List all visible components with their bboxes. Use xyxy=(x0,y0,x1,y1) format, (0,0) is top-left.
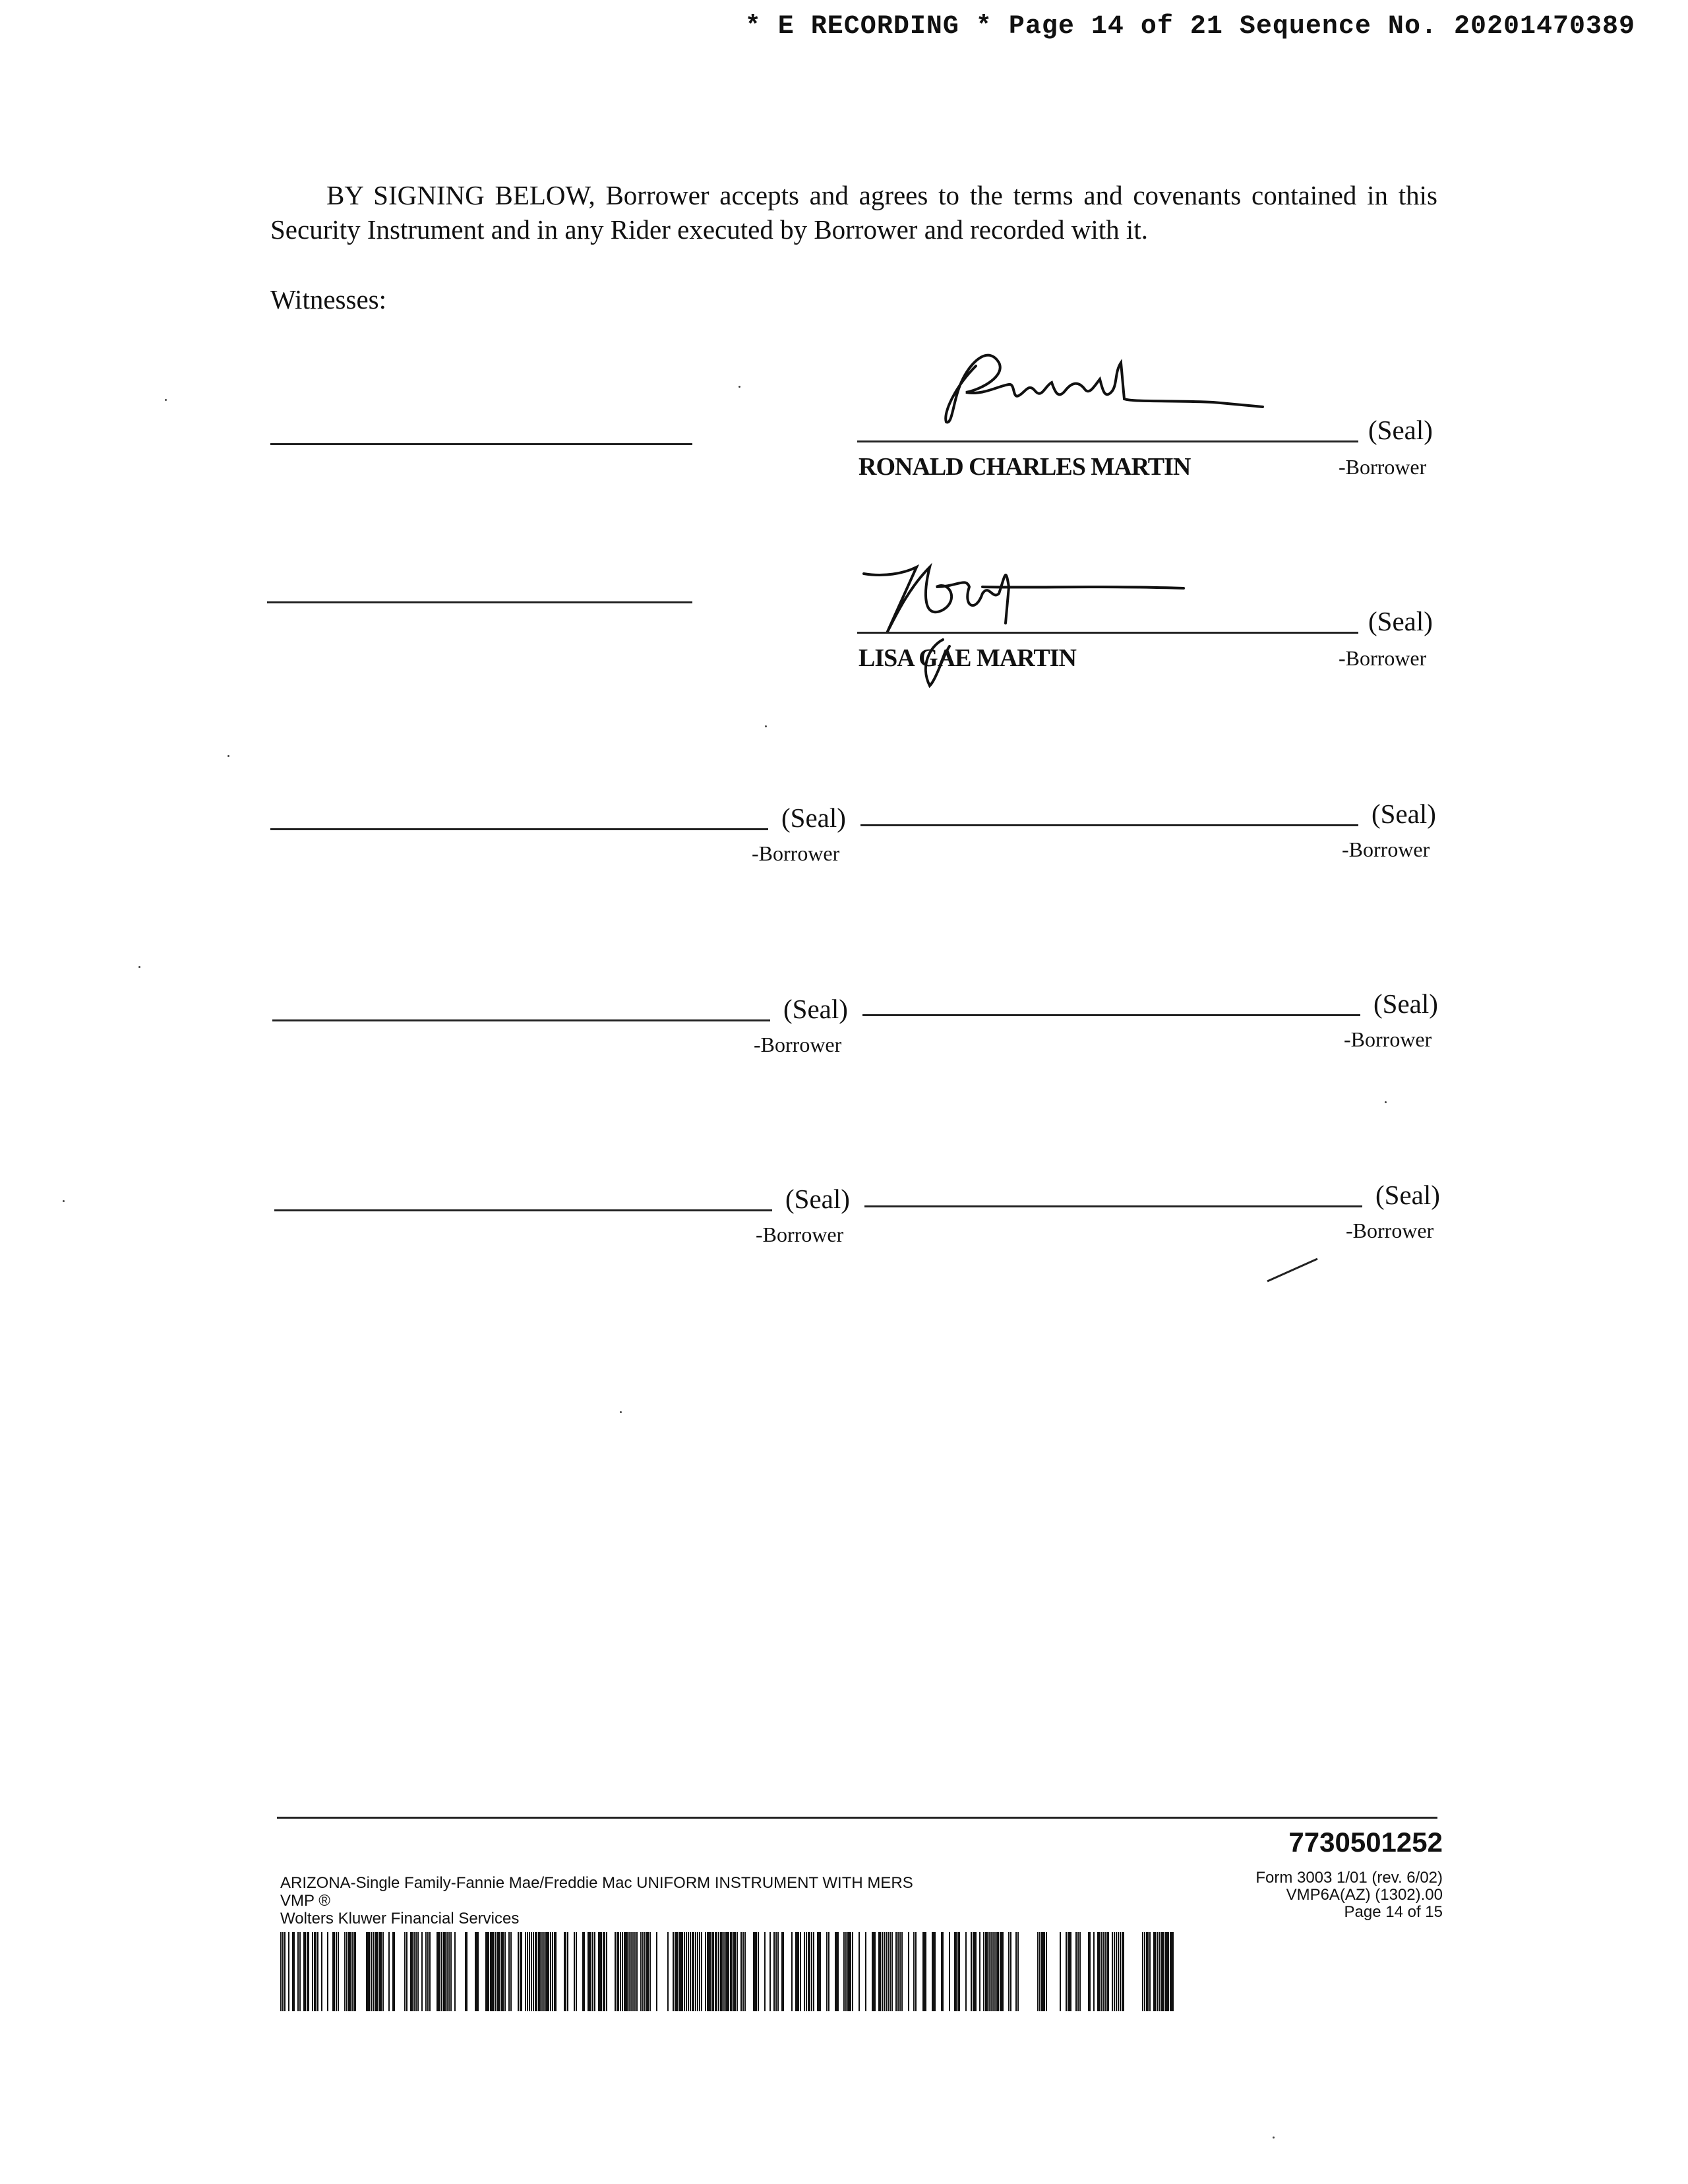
barcode-bar xyxy=(1010,1932,1011,2011)
barcode-bar xyxy=(697,1932,698,2011)
barcode-bar xyxy=(475,1932,479,2011)
barcode-bar xyxy=(406,1932,407,2011)
barcode-bar xyxy=(932,1932,936,2011)
publisher: Wolters Kluwer Financial Services xyxy=(280,1910,520,1927)
barcode-bar xyxy=(886,1932,887,2011)
barcode-bar xyxy=(624,1932,628,2011)
borrower-signature-line xyxy=(860,824,1358,826)
barcode-bar xyxy=(284,1932,286,2011)
barcode-bar xyxy=(634,1932,636,2011)
barcode-bar xyxy=(617,1932,619,2011)
barcode-bar xyxy=(490,1932,494,2011)
barcode-bar xyxy=(646,1932,649,2011)
barcode-bar xyxy=(1106,1932,1109,2011)
barcode-bar xyxy=(954,1932,957,2011)
scan-speck xyxy=(63,1200,65,1202)
barcode-bar xyxy=(826,1932,828,2011)
barcode-bar xyxy=(725,1932,729,2011)
barcode-bar xyxy=(720,1932,723,2011)
barcode-bar xyxy=(1068,1932,1071,2011)
barcode-bar xyxy=(695,1932,696,2011)
vmp-mark: VMP ® xyxy=(280,1892,330,1910)
barcode-bar xyxy=(723,1932,725,2011)
barcode-bar xyxy=(288,1932,289,2011)
barcode-bar xyxy=(699,1932,700,2011)
barcode-bar xyxy=(889,1932,891,2011)
barcode-bar xyxy=(673,1932,674,2011)
barcode-bar xyxy=(872,1932,876,2011)
barcode-bar xyxy=(1100,1932,1102,2011)
barcode-bar xyxy=(804,1932,805,2011)
barcode-bar xyxy=(388,1932,390,2011)
barcode-bar xyxy=(495,1932,496,2011)
barcode-bar xyxy=(994,1932,996,2011)
barcode-bar xyxy=(835,1932,839,2011)
barcode-bar xyxy=(527,1932,528,2011)
barcode-bar xyxy=(1015,1932,1017,2011)
scan-speck xyxy=(165,399,167,401)
barcode-bar xyxy=(957,1932,960,2011)
barcode-bar xyxy=(504,1932,506,2011)
signing-statement xyxy=(270,178,1437,247)
barcode-bar xyxy=(730,1932,733,2011)
barcode-bar xyxy=(636,1932,638,2011)
barcode-bar xyxy=(1160,1932,1164,2011)
barcode-bar xyxy=(280,1932,282,2011)
barcode-bar xyxy=(346,1932,347,2011)
barcode-bar xyxy=(640,1932,642,2011)
barcode-bar xyxy=(1075,1932,1077,2011)
barcode-bar xyxy=(392,1932,395,2011)
barcode-bar xyxy=(913,1932,915,2011)
barcode-bar xyxy=(740,1932,742,2011)
form-info xyxy=(1255,1869,1443,1921)
barcode-bar xyxy=(769,1932,771,2011)
scan-speck xyxy=(738,386,740,388)
borrower-role-label: -Borrower xyxy=(754,1033,842,1056)
barcode-bar xyxy=(941,1932,944,2011)
barcode-bar xyxy=(845,1932,847,2011)
scan-speck xyxy=(620,1411,622,1413)
barcode-bar xyxy=(777,1932,779,2011)
barcode-bar xyxy=(1165,1932,1169,2011)
seal-label: (Seal) xyxy=(785,1184,850,1214)
barcode-bar xyxy=(446,1932,448,2011)
borrower-role-label: -Borrower xyxy=(1339,455,1427,479)
barcode-bar xyxy=(701,1932,702,2011)
barcode-bar xyxy=(427,1932,429,2011)
borrower-signature-line xyxy=(864,1205,1362,1207)
barcode-bar xyxy=(437,1932,440,2011)
barcode-bar xyxy=(485,1932,489,2011)
barcode-bar xyxy=(336,1932,337,2011)
seal-label: (Seal) xyxy=(1372,799,1436,829)
barcode-bar xyxy=(351,1932,353,2011)
barcode-bar xyxy=(690,1932,691,2011)
seal-label: (Seal) xyxy=(781,803,846,833)
barcode-bar xyxy=(417,1932,419,2011)
barcode-bar xyxy=(990,1932,992,2011)
barcode-bar xyxy=(576,1932,577,2011)
barcode-bar xyxy=(1118,1932,1119,2011)
stray-pen-mark xyxy=(1266,1256,1319,1286)
barcode-bar xyxy=(314,1932,316,2011)
barcode-bar xyxy=(800,1932,801,2011)
barcode-bar xyxy=(684,1932,685,2011)
barcode-bar xyxy=(535,1932,537,2011)
borrower-role-label: -Borrower xyxy=(1344,1027,1432,1051)
barcode-bar xyxy=(1112,1932,1113,2011)
barcode-bar xyxy=(742,1932,744,2011)
barcode-bar xyxy=(344,1932,346,2011)
barcode-bar xyxy=(791,1932,793,2011)
seal-label: (Seal) xyxy=(1368,415,1433,445)
barcode-bar xyxy=(628,1932,630,2011)
barcode-bar xyxy=(828,1932,829,2011)
barcode-bar xyxy=(366,1932,370,2011)
barcode-bar xyxy=(588,1932,591,2011)
barcode-bar xyxy=(508,1932,510,2011)
barcode-bar xyxy=(667,1932,669,2011)
page-number: Page 14 of 15 xyxy=(1344,1903,1443,1921)
barcode-bar xyxy=(686,1932,687,2011)
barcode-bar xyxy=(545,1932,549,2011)
barcode-bar xyxy=(531,1932,532,2011)
barcode-bar xyxy=(988,1932,990,2011)
barcode-bar xyxy=(598,1932,602,2011)
borrower-role-label: -Borrower xyxy=(1339,646,1427,670)
barcode-bar xyxy=(297,1932,299,2011)
barcode-bar xyxy=(603,1932,605,2011)
form-description xyxy=(280,1874,913,1927)
barcode-bar xyxy=(707,1932,711,2011)
barcode-bar xyxy=(1060,1932,1061,2011)
barcode-bar xyxy=(895,1932,897,2011)
borrower-1-signature xyxy=(936,340,1279,435)
footer-rule xyxy=(277,1817,1437,1819)
barcode-bar xyxy=(443,1932,446,2011)
borrower-signature-line xyxy=(272,1019,770,1021)
barcode-bar xyxy=(901,1932,903,2011)
barcode-bar xyxy=(1046,1932,1047,2011)
barcode-bar xyxy=(282,1932,284,2011)
barcode-bar xyxy=(1122,1932,1124,2011)
barcode-bar xyxy=(327,1932,328,2011)
barcode-bar xyxy=(541,1932,543,2011)
barcode-bar xyxy=(379,1932,382,2011)
barcode-bar xyxy=(622,1932,623,2011)
borrower-signature-line xyxy=(270,828,768,830)
barcode-bar xyxy=(781,1932,784,2011)
barcode-bar xyxy=(382,1932,384,2011)
borrower-2-signature-line xyxy=(857,632,1358,634)
barcode-bar xyxy=(992,1932,994,2011)
barcode-bar xyxy=(1114,1932,1115,2011)
borrower-1-signature-line xyxy=(857,440,1358,442)
barcode-bar xyxy=(1008,1932,1010,2011)
barcode-bar xyxy=(632,1932,634,2011)
barcode-bar xyxy=(1079,1932,1081,2011)
barcode-bar xyxy=(1102,1932,1104,2011)
borrower-role-label: -Borrower xyxy=(1346,1219,1434,1242)
barcode-bar xyxy=(594,1932,595,2011)
barcode-bar xyxy=(979,1932,980,2011)
seal-label: (Seal) xyxy=(1375,1180,1440,1210)
barcode-bar xyxy=(897,1932,899,2011)
form-code: VMP6A(AZ) (1302).00 xyxy=(1286,1886,1443,1904)
barcode-bar xyxy=(753,1932,757,2011)
barcode-bar xyxy=(1037,1932,1039,2011)
barcode-bar xyxy=(733,1932,736,2011)
barcode-bar xyxy=(649,1932,651,2011)
barcode-bar xyxy=(332,1932,335,2011)
seal-label: (Seal) xyxy=(1373,988,1438,1019)
barcode-bar xyxy=(550,1932,551,2011)
barcode-bar xyxy=(915,1932,917,2011)
borrower-signature-line xyxy=(274,1209,772,1211)
loan-number: 7730501252 xyxy=(1288,1827,1443,1858)
barcode-bar xyxy=(533,1932,534,2011)
barcode-bar xyxy=(415,1932,417,2011)
borrower-role-label: -Borrower xyxy=(756,1223,844,1246)
barcode-bar xyxy=(448,1932,450,2011)
witness-line-1 xyxy=(270,443,692,445)
barcode-bar xyxy=(692,1932,694,2011)
barcode-bar xyxy=(811,1932,812,2011)
barcode-bar xyxy=(375,1932,378,2011)
barcode-bar xyxy=(348,1932,351,2011)
barcode-bar xyxy=(582,1932,585,2011)
barcode-bar xyxy=(843,1932,845,2011)
barcode-bar xyxy=(758,1932,759,2011)
barcode-bar xyxy=(644,1932,646,2011)
barcode-bar xyxy=(1144,1932,1145,2011)
barcode-bar xyxy=(543,1932,545,2011)
barcode-bar xyxy=(1104,1932,1106,2011)
barcode-bar xyxy=(1142,1932,1143,2011)
barcode-bar xyxy=(775,1932,777,2011)
barcode-bar xyxy=(996,1932,999,2011)
barcode-bar xyxy=(525,1932,526,2011)
barcode-bar xyxy=(1093,1932,1095,2011)
barcode-bar xyxy=(538,1932,541,2011)
barcode-bar xyxy=(425,1932,427,2011)
barcode-bar xyxy=(321,1932,322,2011)
recording-header: * E RECORDING * Page 14 of 21 Sequence No. 20201470389 xyxy=(744,12,1635,42)
barcode-bar xyxy=(764,1932,766,2011)
barcode-bar xyxy=(891,1932,893,2011)
seal-label: (Seal) xyxy=(783,994,848,1024)
barcode-graphic xyxy=(280,1932,1177,2011)
borrower-1-printed-name: RONALD CHARLES MARTIN xyxy=(859,453,1191,481)
barcode-bar xyxy=(1066,1932,1067,2011)
barcode-bar xyxy=(554,1932,557,2011)
barcode-bar xyxy=(1017,1932,1019,2011)
barcode-bar xyxy=(1000,1932,1004,2011)
barcode-bar xyxy=(307,1932,309,2011)
barcode-bar xyxy=(1116,1932,1117,2011)
barcode-bar xyxy=(985,1932,988,2011)
barcode-bar xyxy=(983,1932,984,2011)
barcode-bar xyxy=(501,1932,504,2011)
barcode-bar xyxy=(773,1932,775,2011)
barcode-bar xyxy=(711,1932,714,2011)
barcode-bar xyxy=(852,1932,853,2011)
barcode-bar xyxy=(1170,1932,1174,2011)
barcode-bar xyxy=(1149,1932,1151,2011)
barcode-bar xyxy=(1041,1932,1045,2011)
barcode-bar xyxy=(882,1932,883,2011)
barcode-bar xyxy=(679,1932,683,2011)
barcode-bar xyxy=(450,1932,452,2011)
barcode-bar xyxy=(808,1932,810,2011)
barcode-bar xyxy=(1159,1932,1160,2011)
barcode-bar xyxy=(688,1932,689,2011)
barcode-bar xyxy=(454,1932,456,2011)
borrower-signature-line xyxy=(862,1014,1360,1016)
borrower-2-signature xyxy=(857,547,1200,702)
scan-speck xyxy=(1273,2137,1275,2138)
barcode-bar xyxy=(292,1932,295,2011)
barcode-bar xyxy=(865,1932,866,2011)
barcode-bar xyxy=(413,1932,415,2011)
barcode-bar xyxy=(615,1932,616,2011)
barcode-bar xyxy=(299,1932,301,2011)
barcode-bar xyxy=(1077,1932,1079,2011)
barcode-bar xyxy=(421,1932,423,2011)
barcode-bar xyxy=(497,1932,500,2011)
barcode-bar xyxy=(567,1932,568,2011)
borrower-2-printed-name: LISA GAE MARTIN xyxy=(859,644,1076,672)
barcode-bar xyxy=(908,1932,909,2011)
witness-line-2 xyxy=(267,601,692,603)
barcode-bar xyxy=(564,1932,566,2011)
barcode-bar xyxy=(429,1932,431,2011)
barcode-bar xyxy=(353,1932,356,2011)
barcode-bar xyxy=(574,1932,575,2011)
barcode-bar xyxy=(1146,1932,1149,2011)
barcode-bar xyxy=(888,1932,889,2011)
barcode-bar xyxy=(744,1932,746,2011)
barcode-bar xyxy=(552,1932,553,2011)
barcode-bar xyxy=(606,1932,607,2011)
barcode-bar xyxy=(847,1932,851,2011)
barcode-bar xyxy=(620,1932,621,2011)
barcode-bar xyxy=(303,1932,306,2011)
barcode-bar xyxy=(312,1932,313,2011)
barcode-bar xyxy=(715,1932,717,2011)
barcode-bar xyxy=(899,1932,901,2011)
barcode-bar xyxy=(404,1932,406,2011)
barcode-bar xyxy=(884,1932,885,2011)
barcode-bar xyxy=(338,1932,339,2011)
barcode-bar xyxy=(371,1932,372,2011)
borrower-role-label: -Borrower xyxy=(752,841,840,865)
barcode-bar xyxy=(922,1932,926,2011)
barcode-bar xyxy=(675,1932,678,2011)
barcode-bar xyxy=(859,1932,860,2011)
barcode-bar xyxy=(630,1932,632,2011)
barcode-bar xyxy=(518,1932,519,2011)
barcode-bar xyxy=(737,1932,738,2011)
barcode-bar xyxy=(656,1932,657,2011)
barcode-bar xyxy=(1153,1932,1156,2011)
barcode-bar xyxy=(971,1932,972,2011)
scan-speck xyxy=(1385,1101,1387,1103)
borrower-role-label: -Borrower xyxy=(1342,837,1430,861)
barcode-bar xyxy=(642,1932,644,2011)
barcode-bar xyxy=(465,1932,467,2011)
barcode-bar xyxy=(965,1932,967,2011)
barcode-bar xyxy=(1120,1932,1121,2011)
scan-speck xyxy=(765,725,767,727)
barcode-bar xyxy=(317,1932,318,2011)
form-title: ARIZONA-Single Family-Fannie Mae/Freddie Mac UNIFORM INSTRUMENT WITH MERS xyxy=(280,1874,913,1892)
barcode-bar xyxy=(592,1932,593,2011)
form-number: Form 3003 1/01 (rev. 6/02) xyxy=(1255,1869,1443,1887)
scan-speck xyxy=(227,755,229,757)
barcode-bar xyxy=(510,1932,512,2011)
seal-label: (Seal) xyxy=(1368,606,1433,636)
barcode-bar xyxy=(813,1932,814,2011)
barcode-bar xyxy=(1088,1932,1091,2011)
barcode-bar xyxy=(1157,1932,1158,2011)
barcode-bar xyxy=(817,1932,821,2011)
document-barcode xyxy=(280,1932,1177,2011)
barcode-bar xyxy=(973,1932,977,2011)
barcode-bar xyxy=(410,1932,413,2011)
barcode-bar xyxy=(718,1932,719,2011)
barcode-bar xyxy=(795,1932,799,2011)
barcode-bar xyxy=(878,1932,881,2011)
barcode-bar xyxy=(373,1932,374,2011)
barcode-bar xyxy=(529,1932,530,2011)
scan-speck xyxy=(138,966,140,968)
barcode-bar xyxy=(949,1932,950,2011)
signing-statement-text: BY SIGNING BELOW, Borrower accepts and agrees to the terms and covenants contained in this Security Instrument and in any Rider executed by Borrower and recorded with it. xyxy=(270,180,1437,245)
barcode-bar xyxy=(1039,1932,1040,2011)
barcode-bar xyxy=(806,1932,807,2011)
barcode-bar xyxy=(520,1932,522,2011)
barcode-bar xyxy=(705,1932,706,2011)
witnesses-label: Witnesses: xyxy=(270,284,386,315)
barcode-bar xyxy=(1097,1932,1100,2011)
barcode-bar xyxy=(441,1932,442,2011)
